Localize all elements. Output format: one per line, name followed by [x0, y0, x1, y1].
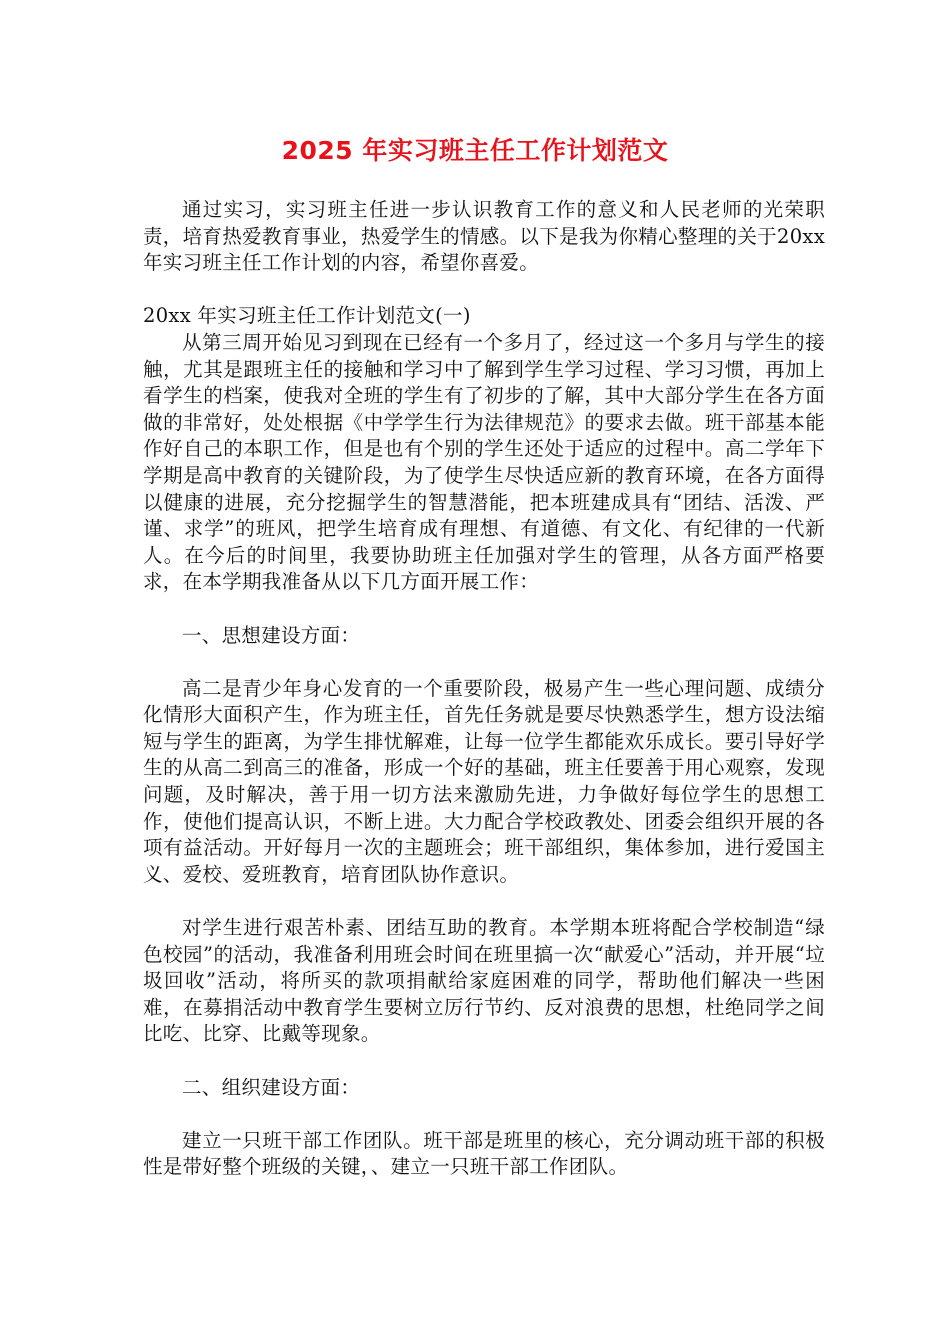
- paragraph-2: 高二是青少年身心发育的一个重要阶段，极易产生一些心理问题、成绩分化情形大面积产生，作为班主任，首先任务就是要尽快熟悉学生，想方设法缩短与学生的距离，为学生排忧解难，让每一位学生都能欢乐成长。要引导好学生的从高二到高三的准备，形成一个好的基础，班主任要善于用心观察，发现问题，及时解决，善于用一切方法来激励先进，力争做好每位学生的思想工作，使他们提高认识，不断上进。大力配合学校政教处、团委会组织开展的各项有益活动。开好每月一次的主题班会；班干部组织，集体参加，进行爱国主义、爱校、爱班教育，培育团队协作意识。: [143, 676, 825, 886]
- paragraph-3: 对学生进行艰苦朴素、团结互助的教育。本学期本班将配合学校制造“绿色校园”的活动，我准备利用班会时间在班里搞一次“献爱心”活动，并开展“垃圾回收”活动，将所买的款项捐献给家庭困难的同学，帮助他们解决一些困难，在募捐活动中教育学生要树立厉行节约、反对浪费的思想，杜绝同学之间比吃、比穿、比戴等现象。: [143, 916, 825, 1046]
- paragraph-4: 建立一只班干部工作团队。班干部是班里的核心，充分调动班干部的积极性是带好整个班级的关键，、建立一只班干部工作团队。: [143, 1128, 825, 1179]
- document-title: 2025 年实习班主任工作计划范文: [281, 136, 669, 165]
- intro-paragraph: 通过实习，实习班主任进一步认识教育工作的意义和人民老师的光荣职责，培育热爱教育事业，热爱学生的情感。以下是我为你精心整理的关于20xx 年实习班主任工作计划的内容，希望你喜爱。: [143, 198, 825, 275]
- heading-organization-building: 二、组织建设方面：: [182, 1075, 361, 1099]
- document-body: [143, 197, 825, 1181]
- heading-thought-building: 一、思想建设方面：: [182, 623, 361, 647]
- paragraph-1: 从第三周开始见习到现在已经有一个多月了，经过这一个多月与学生的接触，尤其是跟班主任的接触和学习中了解到学生学习过程、学习习惯，再加上看学生的档案，使我对全班的学生有了初步的了解，其中大部分学生在各方面做的非常好，处处根据《中学学生行为法律规范》的要求去做。班干部基本能作好自己的本职工作，但是也有个别的学生还处于适应的过程中。高二学年下学期是高中教育的关键阶段，为了使学生尽快适应新的教育环境，在各方面得以健康的进展，充分挖掘学生的智慧潜能，把本班建成具有“团结、活泼、严谨、求学”的班风，把学生培育成有理想、有道德、有文化、有纪律的一代新人。在今后的时间里，我要协助班主任加强对学生的管理，从各方面严格要求，在本学期我准备从以下几方面开展工作：: [143, 330, 825, 594]
- section-heading: 20xx 年实习班主任工作计划范文(一): [143, 304, 471, 328]
